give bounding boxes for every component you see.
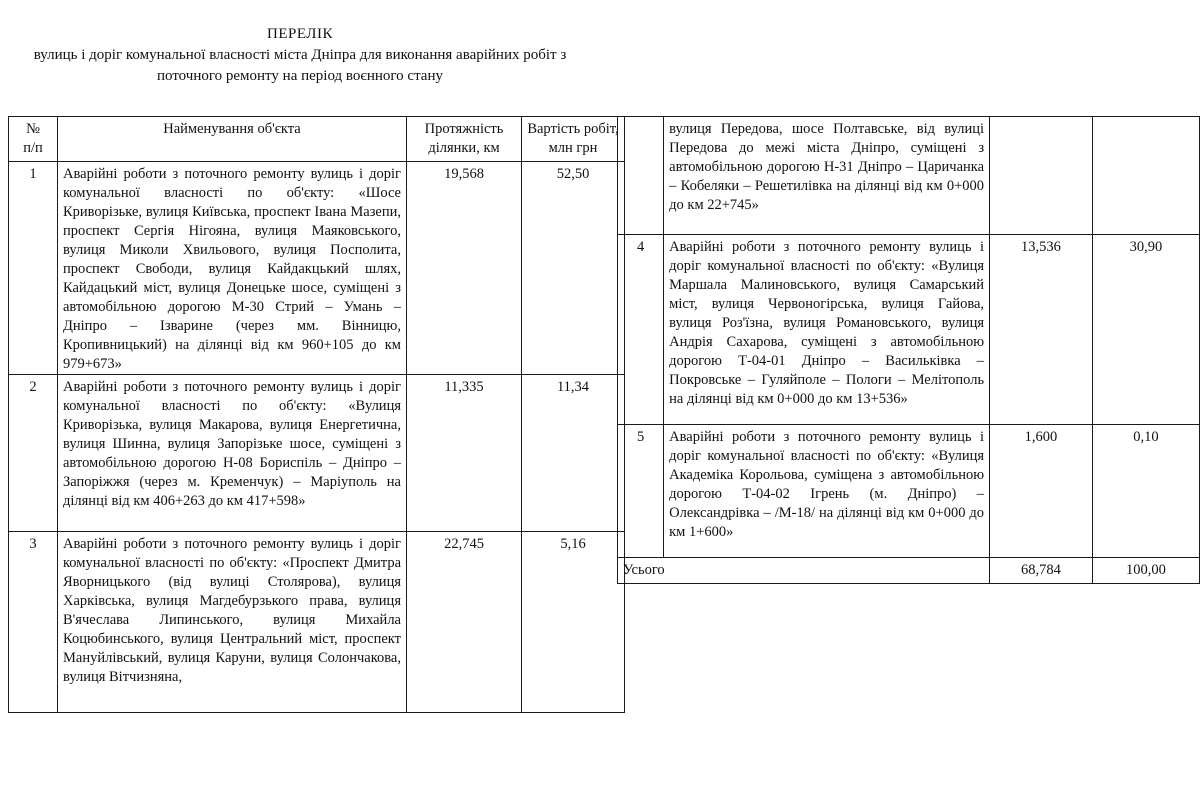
total-length-value: 68,784 <box>990 558 1093 584</box>
table-row <box>618 235 1200 425</box>
column-header-number-line2: п/п <box>23 140 43 156</box>
row-cost-value <box>1092 117 1199 235</box>
row-length-value: 11,335 <box>407 375 522 532</box>
column-header-number-line1: № <box>26 121 40 137</box>
row-number: 3 <box>9 532 58 713</box>
row-length-value: 1,600 <box>990 425 1093 558</box>
row-number: 1 <box>9 162 58 375</box>
column-header-number <box>9 117 58 162</box>
page-subtitle: вулиць і доріг комунальної власності міста Дніпра для виконання аварійних робіт з поточного ремонту на період воєнного стану <box>33 47 567 84</box>
row-object-description: Аварійні роботи з поточного ремонту вулиць і доріг комунальної власності по об'єкту: «Вулиця Криворізька, вулиця Макарова, вулиця Енергетична, вулиця Шинна, вулиця Запорізьке шосе, суміщені з автомобільною дорогою Н-08 Бориспіль – Дніпро – Запоріжжя (через м. Кременчук) – Маріуполь на ділянці від км 406+263 до км 417+598» <box>63 379 401 509</box>
streets-table-left <box>8 116 625 713</box>
row-length-value: 22,745 <box>407 532 522 713</box>
row-length-value: 19,568 <box>407 162 522 375</box>
table-total-row <box>618 558 1200 584</box>
row-cost-value: 0,10 <box>1092 425 1199 558</box>
table-row <box>9 532 625 713</box>
column-header-object: Найменування об'єкта <box>58 117 407 162</box>
row-number: 2 <box>9 375 58 532</box>
row-number: 5 <box>618 425 664 558</box>
row-cost-value: 52,50 <box>522 162 625 375</box>
row-object-description: Аварійні роботи з поточного ремонту вулиць і доріг комунальної власності по об'єкту: «Проспект Дмитра Яворницького (від вулиці Столярова), вулиця Харківська, вулиця Магдебурзького права, вулиця В'ячеслава Липинського, вулиця Михайла Коцюбинського, вулиця Центральний міст, проспект Мануйлівський, вулиця Каруни, вулиця Солончакова, вулиця Вітчизняна, <box>63 536 401 685</box>
row-length-value <box>990 117 1093 235</box>
page-title: ПЕРЕЛІК <box>267 26 333 42</box>
document-title-block <box>0 24 600 87</box>
total-label: Усього <box>618 558 990 584</box>
row-object-description: вулиця Передова, шосе Полтавське, від вулиці Передова до межі міста Дніпро, суміщені з автомобільною дорогою Н-31 Дніпро – Царичанка – Кобеляки – Решетилівка на ділянці від км 0+000 до км 22+745» <box>669 121 985 213</box>
row-object-description: Аварійні роботи з поточного ремонту вулиць і доріг комунальної власності по об'єкту: «Вулиця Академіка Корольова, суміщена з автомобільною дорогою Т-04-02 Ігрень (м. Дніпро) – Олександрівка – /М-18/ на ділянці від км 0+000 до км 1+600» <box>669 429 985 540</box>
row-length-value: 13,536 <box>990 235 1093 425</box>
table-header-row <box>9 117 625 162</box>
row-cost-value: 5,16 <box>522 532 625 713</box>
row-cost-value: 30,90 <box>1092 235 1199 425</box>
row-number: 4 <box>618 235 664 425</box>
table-row <box>618 425 1200 558</box>
table-row <box>9 162 625 375</box>
column-header-cost: Вартість робіт, млн грн <box>522 117 625 162</box>
total-cost-value: 100,00 <box>1092 558 1199 584</box>
table-row <box>618 117 1200 235</box>
row-cost-value: 11,34 <box>522 375 625 532</box>
table-row <box>9 375 625 532</box>
row-object-description: Аварійні роботи з поточного ремонту вулиць і доріг комунальної власності по об'єкту: «Шосе Криворізьке, вулиця Київська, проспект Івана Мазепи, проспект Сергія Нігояна, вулиця Маяковського, вулиця Миколи Хвильового, вулиця Посполита, проспект Свободи, вулиця Кайдакцький шлях, Кайдацький міст, вулиця Донецьке шосе, суміщені з автомобільною дорогою М-30 Стрий – Умань – Дніпро – Ізварине (через мм. Вінницю, Кропивницький) на ділянці від км 960+105 до км 979+673» <box>63 166 401 371</box>
streets-table-right <box>617 116 1200 584</box>
row-object-description: Аварійні роботи з поточного ремонту вулиць і доріг комунальної власності по об'єкту: «Вулиця Маршала Малиновського, вулиця Самарський міст, вулиця Червоногірська, вулиця Гайова, вулиця Роз'їзна, вулиця Романовського, вулиця Андрія Сахарова, суміщені з автомобільною дорогою Т-04-01 Дніпро – Васильківка – Покровське – Гуляйполе – Пологи – Мелітополь на ділянці від км 0+000 до км 13+536» <box>669 239 985 407</box>
column-header-length: Протяжність ділянки, км <box>407 117 522 162</box>
row-number <box>618 117 664 235</box>
